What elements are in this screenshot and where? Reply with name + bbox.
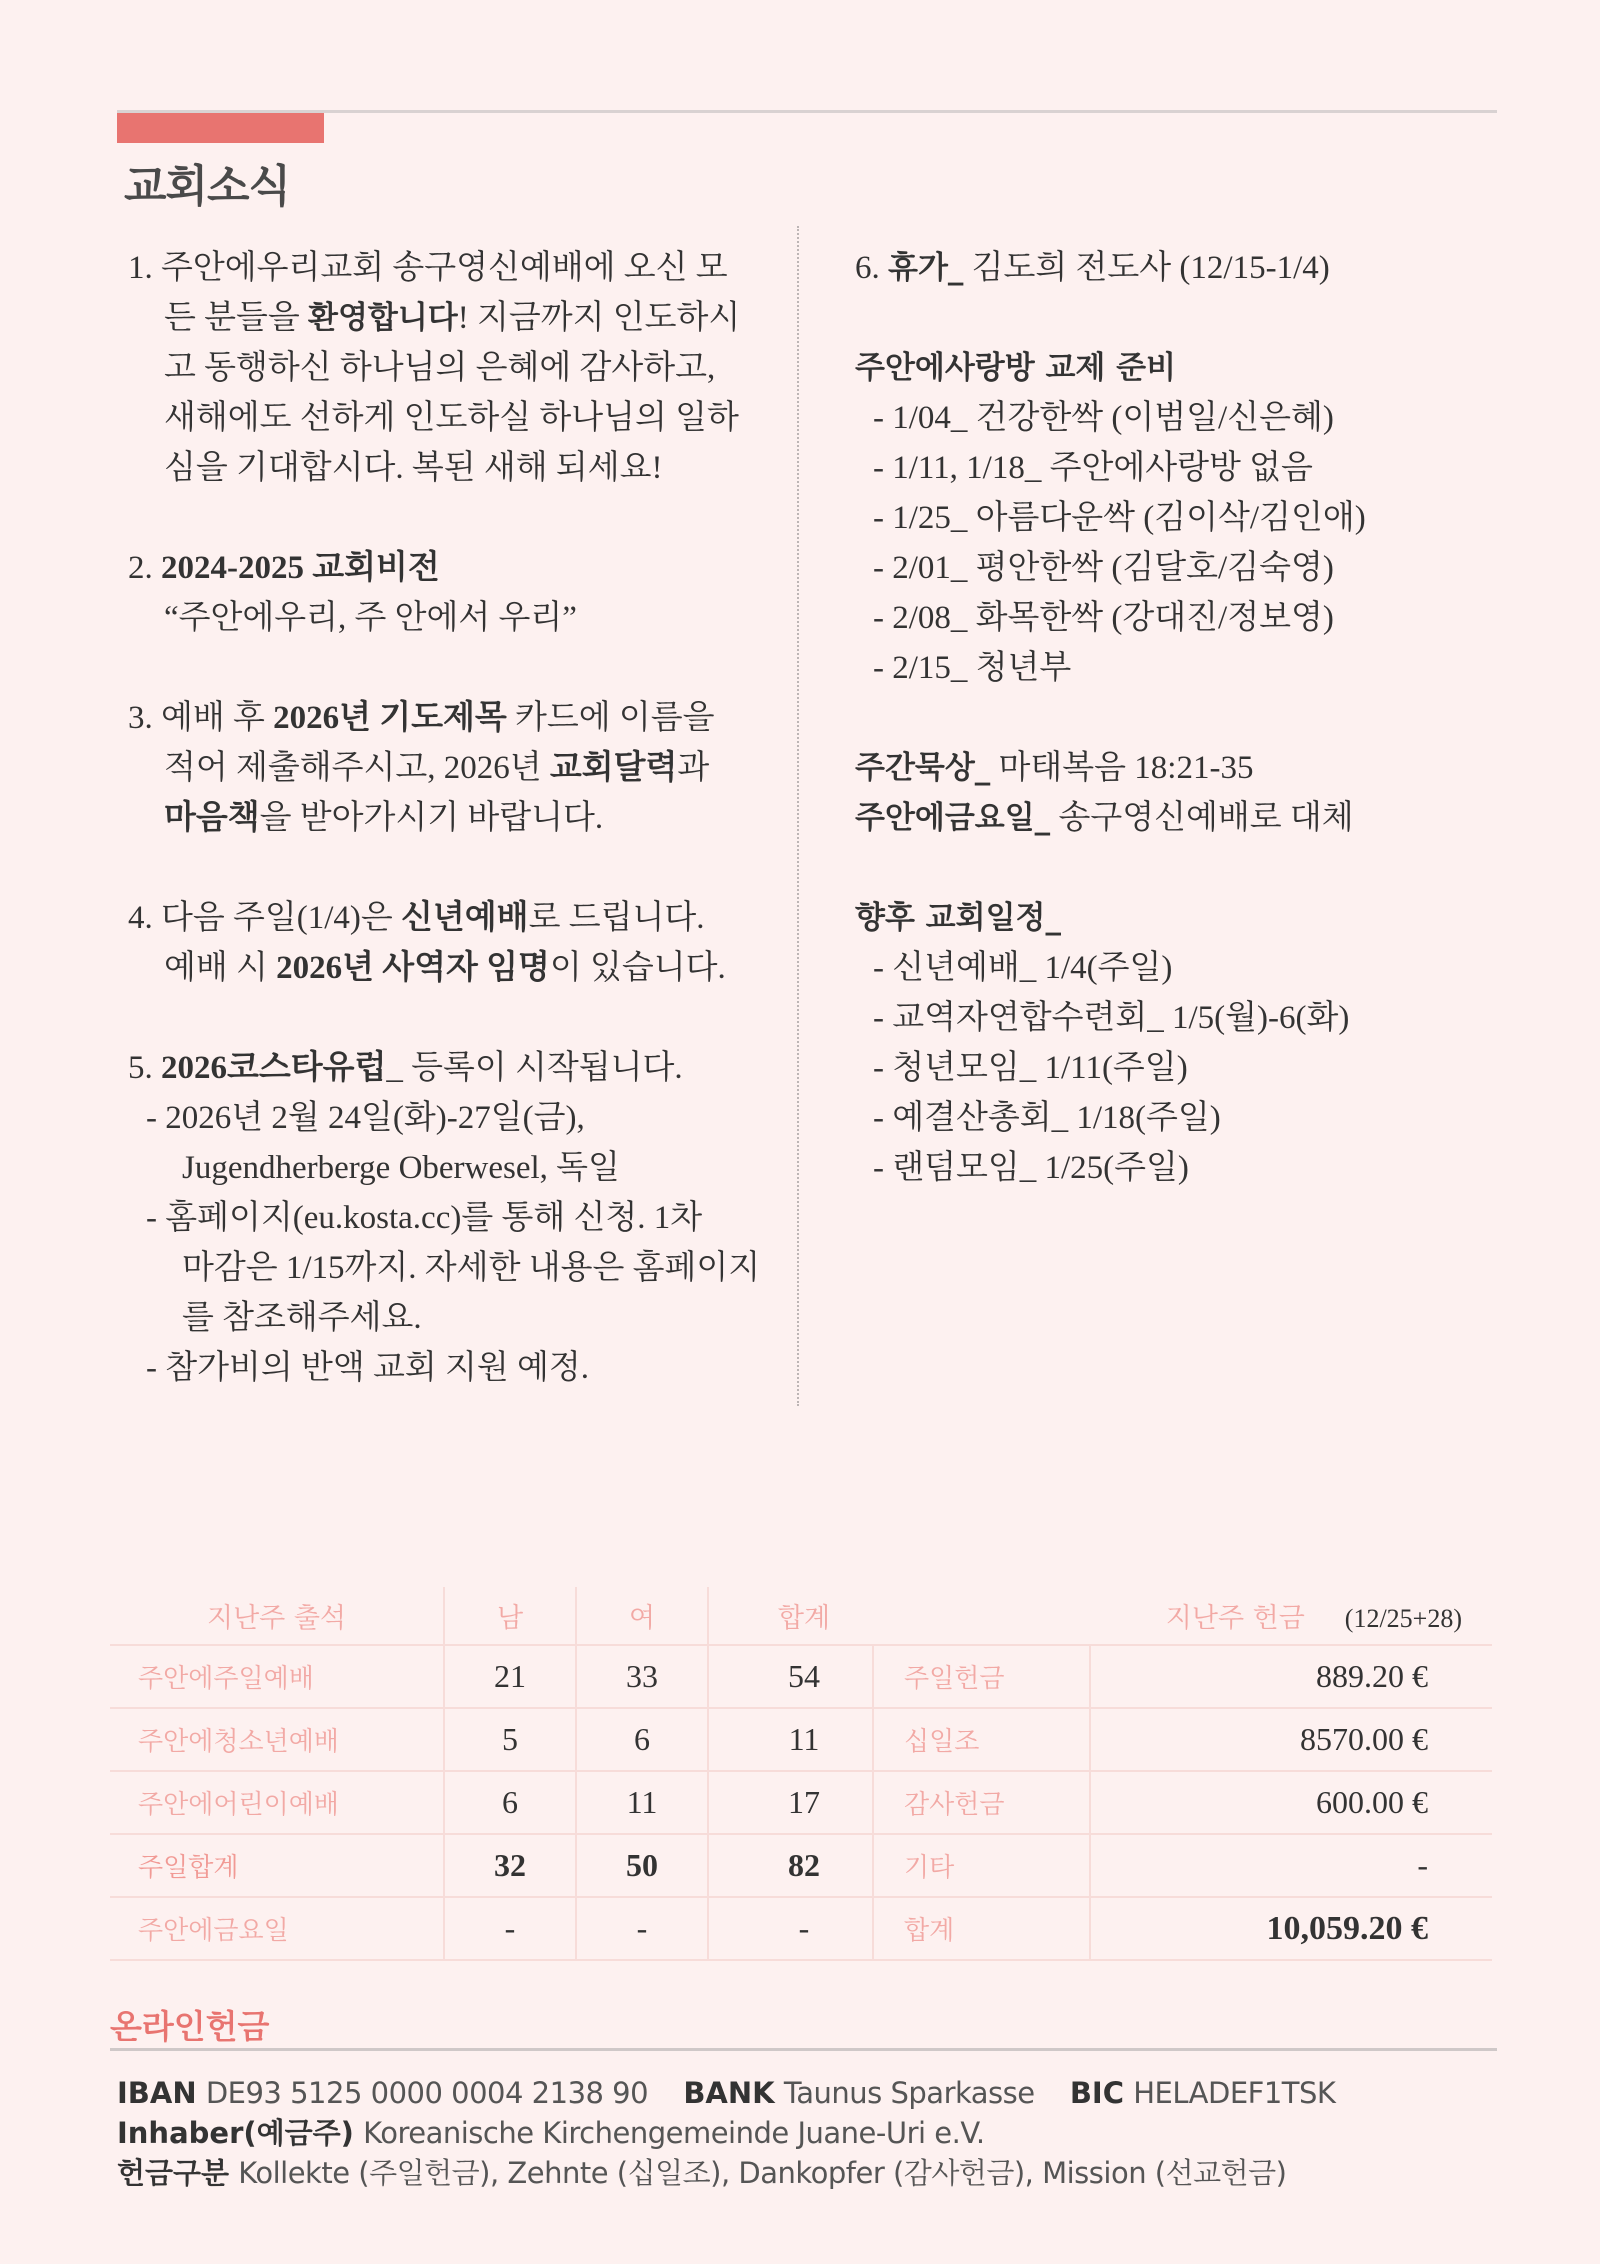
table-row-total: 주일합계 32 50 82: [110, 1834, 899, 1897]
news-item-4: 4. 다음 주일(1/4)은 신년예배로 드립니다. 예배 시 2026년 사역자 임명이 있습니다.: [128, 900, 726, 986]
table-row: 주안에청소년예배 5 6 11: [110, 1708, 899, 1771]
table-header: 지난주 헌금 (12/25+28): [873, 1587, 1492, 1645]
list-item: - 랜덤모임_ 1/25(주일): [873, 1150, 1189, 1186]
list-item: - 1/25_ 아름다운싹 (김이삭/김인애): [873, 500, 1366, 536]
upcoming-schedule: [855, 893, 1495, 1193]
sarangbang-title: 주안에사랑방 교제 준비: [855, 350, 1177, 386]
table-row: 주안에어린이예배 6 11 17: [110, 1771, 899, 1834]
sarangbang-schedule: [855, 343, 1495, 693]
title-accent-bar: [117, 113, 324, 143]
bic-value: HELADEF1TSK: [1133, 2076, 1336, 2110]
vision-title: 2024-2025 교회비전: [161, 550, 440, 586]
offering-types-value: Kollekte (주일헌금), Zehnte (십일조), Dankopfer (감사헌금), Mission (선교헌금): [238, 2156, 1287, 2190]
list-item: - 예결산총회_ 1/18(주일): [873, 1100, 1221, 1136]
offering-table: [872, 1587, 1492, 1961]
kosta-title: 2026코스타유럽: [161, 1050, 387, 1086]
page-title: 교회소식: [124, 161, 291, 212]
table-row: 기타 -: [873, 1834, 1492, 1897]
list-item: - 신년예배_ 1/4(주일): [873, 950, 1173, 986]
online-offering-title: 온라인헌금: [110, 2007, 270, 2046]
schedule-title: 향후 교회일정_: [855, 900, 1061, 936]
vision-quote: “주안에우리, 주 안에서 우리”: [164, 600, 577, 636]
weekly-info: [855, 743, 1495, 843]
news-item-3: 3. 예배 후 2026년 기도제목 카드에 이름을 적어 제출해주시고, 2026년 교회달력과 마음책을 받아가시기 바랍니다.: [128, 700, 715, 836]
list-item: - 1/04_ 건강한싹 (이범일/신은혜): [873, 400, 1334, 436]
welcome-emphasis: 환영합니다: [308, 300, 458, 336]
news-item-2: 2. 2024-2025 교회비전 “주안에우리, 주 안에서 우리”: [128, 543, 768, 643]
weekly-meditation: 주간묵상_ 마태복음 18:21-35: [855, 750, 1254, 786]
news-item-5: 5. 2026코스타유럽_ 등록이 시작됩니다. - 2026년 2월 24일(화)-27일(금), Jugendherberge Oberwesel, 독일 - 홈페이지(eu.kosta.cc)를 통해 신청. 1차 마감은 1/15까지. 자세한 내용은 홈페이지 를 참조해주세요. - 참가비의 반액 교회 지원 예정.: [128, 1050, 761, 1386]
list-item: - 2/15_ 청년부: [873, 650, 1072, 686]
table-row: 주안에주일예배 21 33 54: [110, 1645, 899, 1708]
online-rule: [110, 2048, 1497, 2051]
column-divider: [797, 226, 799, 1406]
top-rule: [117, 110, 1497, 113]
news-right-column: [855, 243, 1495, 1243]
bank-value: Taunus Sparkasse: [783, 2076, 1035, 2110]
table-row: 주안에금요일 - - -: [110, 1897, 899, 1960]
list-item: - 교역자연합수련회_ 1/5(월)-6(화): [873, 1000, 1350, 1036]
news-left-column: [128, 243, 768, 1443]
table-row: 주일헌금 889.20 €: [873, 1645, 1492, 1708]
news-item-6: 6. 휴가_ 김도희 전도사 (12/15-1/4): [855, 250, 1330, 286]
table-header: 지난주 출석 남 여 합계: [110, 1587, 899, 1645]
friday-service: 주안에금요일_ 송구영신예배로 대체: [855, 800, 1354, 836]
table-row-total: 합계 10,059.20 €: [873, 1897, 1492, 1960]
table-row: 십일조 8570.00 €: [873, 1708, 1492, 1771]
news-item-1: 1. 주안에우리교회 송구영신예배에 오신 모 든 분들을 환영합니다! 지금까지 인도하시 고 동행하신 하나님의 은혜에 감사하고, 새해에도 선하게 인도하실 하나님의 일하 심을 기대합시다. 복된 새해 되세요!: [128, 250, 741, 486]
table-row: 감사헌금 600.00 €: [873, 1771, 1492, 1834]
iban-value: DE93 5125 0000 0004 2138 90: [205, 2076, 649, 2110]
attendance-table: [110, 1587, 899, 1961]
list-item: - 2/01_ 평안한싹 (김달호/김숙영): [873, 550, 1334, 586]
bank-details: IBAN DE93 5125 0000 0004 2138 90 BANK Taunus Sparkasse BIC HELADEF1TSK Inhaber(예금주) Koreanische Kirchengemeinde Juane-Uri e.V. 헌금구분 Kollekte (주일헌금), Zehnte (십일조), Dankopfer (감사헌금), Mission (선교헌금): [117, 2076, 1336, 2190]
holder-value: Koreanische Kirchengemeinde Juane-Uri e.V.: [363, 2116, 985, 2150]
list-item: - 2/08_ 화목한싹 (강대진/정보영): [873, 600, 1334, 636]
list-item: - 1/11, 1/18_ 주안에사랑방 없음: [873, 450, 1313, 486]
list-item: - 청년모임_ 1/11(주일): [873, 1050, 1188, 1086]
